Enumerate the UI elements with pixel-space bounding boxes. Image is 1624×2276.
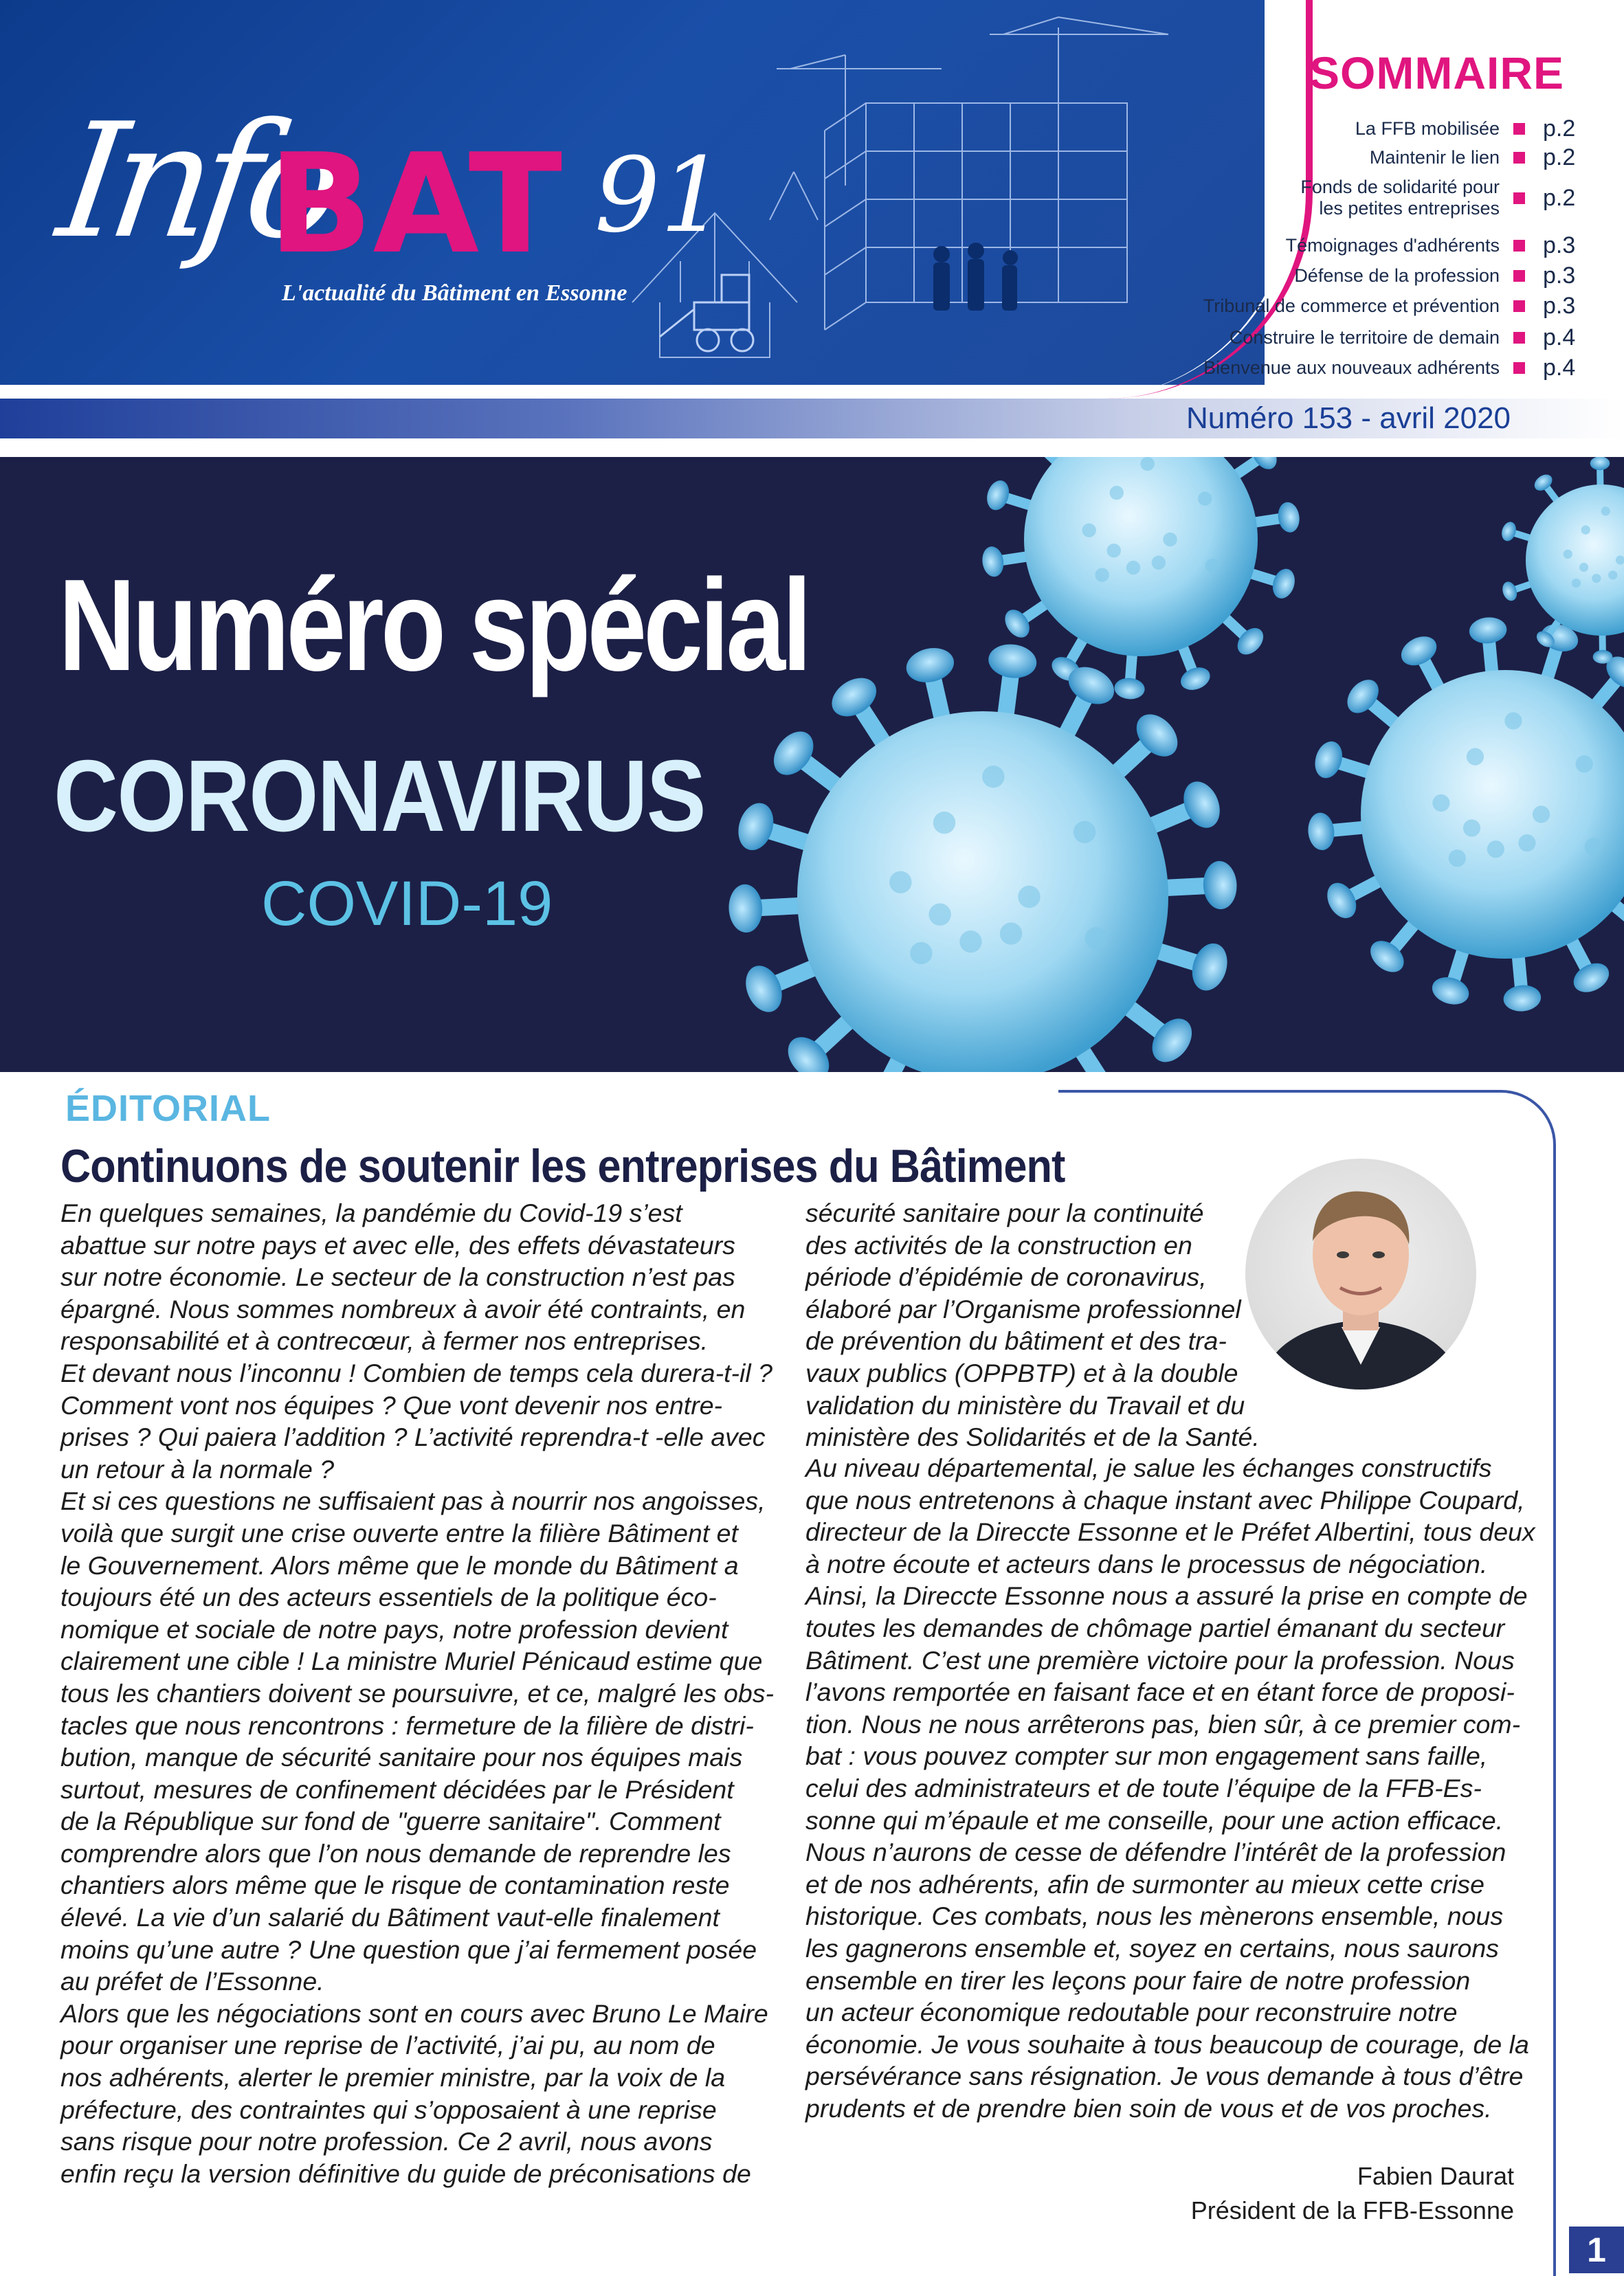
toc-bullet-icon — [1513, 240, 1525, 252]
virus-particle-icon — [728, 642, 1238, 1072]
editorial-line: surtout, mesures de confinement décidées par le Président — [60, 1774, 734, 1804]
toc-item — [1370, 144, 1581, 171]
virus-particle-icon — [1306, 616, 1624, 1013]
editorial-line: Ainsi, la Direccte Essonne nous a assuré la prise en compte de — [805, 1581, 1528, 1611]
editorial-line: comprendre alors que l’on nous demande de reprendre les — [60, 1838, 731, 1868]
editorial-line: les gagnerons ensemble et, soyez en certains, nous saurons — [805, 1933, 1499, 1963]
editorial-line: enfin reçu la version définitive du guide de préconisations de — [60, 2158, 751, 2188]
toc-item-label-line: les petites entreprises — [1319, 198, 1500, 219]
infobat91-logo — [49, 90, 726, 330]
editorial-column-1 — [60, 1197, 774, 2189]
signature-block — [1191, 2159, 1514, 2228]
editorial-line: prudents et de prendre bien soin de vous et de vos proches. — [805, 2093, 1492, 2123]
editorial-line: vaux publics (OPPBTP) et à la double — [805, 1358, 1238, 1387]
editorial-line: Au niveau départemental, je salue les échanges constructifs — [805, 1453, 1492, 1482]
toc-item-label: Défense de la profession — [1294, 265, 1500, 286]
editorial-line: préfecture, des contraintes qui s’opposaient à une reprise — [60, 2095, 717, 2124]
editorial-line: de la République sur fond de "guerre sanitaire". Comment — [60, 1807, 721, 1836]
signature-role: Président de la FFB-Essonne — [1190, 2196, 1514, 2224]
editorial-line: nos adhérents, alerter le premier ministre, par la voix de la — [60, 2063, 726, 2093]
editorial-line: à notre écoute et acteurs dans le processus de négociation. — [805, 1549, 1488, 1578]
editorial-line: celui des administrateurs et de toute l’équipe de la FFB-Es- — [805, 1773, 1482, 1803]
toc-item — [1203, 355, 1581, 381]
editorial-line: Et si ces questions ne suffisaient pas à nourrir nos angoisses, — [60, 1486, 766, 1516]
coronavirus-title: CORONAVIRUS — [54, 739, 705, 853]
editorial-line: période d’épidémie de coronavirus, — [805, 1262, 1207, 1292]
toc-bullet-icon — [1513, 192, 1525, 204]
toc-item-page: p.4 — [1543, 355, 1576, 381]
toc-bullet-icon — [1513, 362, 1525, 374]
toc-item — [1355, 115, 1581, 142]
editorial-line: bution, manque de sécurité sanitaire pour nos équipes mais — [60, 1743, 743, 1772]
toc-item-label: Maintenir le lien — [1369, 146, 1500, 168]
logo-info-text: Info — [49, 90, 344, 274]
toc-item-page: p.2 — [1543, 184, 1576, 211]
toc-item-label: Construire le territoire de demain — [1229, 326, 1500, 348]
editorial-line: ensemble en tirer les leçons pour faire de notre profession — [805, 1965, 1471, 1995]
editorial-line: sans risque pour notre profession. Ce 2 avril, nous avons — [60, 2127, 713, 2156]
editorial-line: validation du ministère du Travail et du — [805, 1390, 1245, 1420]
toc-item-label — [1300, 177, 1500, 219]
toc-item-page: p.2 — [1543, 115, 1576, 142]
issue-number: Numéro 153 - avril 2020 — [1186, 401, 1511, 435]
editorial-line: Bâtiment. C’est une première victoire pour la profession. Nous — [805, 1645, 1515, 1675]
toc-item — [1294, 263, 1581, 289]
editorial-line: sécurité sanitaire pour la continuité — [805, 1198, 1204, 1227]
editorial-line: tous les chantiers doivent se poursuivre, et ce, malgré les obs- — [60, 1678, 775, 1708]
editorial-line: Et devant nous l’inconnu ! Combien de temps cela durera-t-il ? — [60, 1358, 772, 1387]
editorial-line: sonne qui m’épaule et me conseille, pour une action efficace. — [805, 1805, 1504, 1835]
toc-item — [1230, 324, 1581, 351]
editorial-line: élaboré par l’Organisme professionnel — [805, 1294, 1241, 1324]
editorial-line: historique. Ces combats, nous les mènerons ensemble, nous — [805, 1901, 1504, 1931]
editorial-line: et de nos adhérents, afin de surmonter au mieux cette crise — [805, 1869, 1485, 1899]
toc-item-page: p.2 — [1543, 144, 1576, 170]
editorial-line: un acteur économique redoutable pour reconstruire notre — [805, 1998, 1458, 2027]
toc-item-label-line: Fonds de solidarité pour — [1300, 177, 1500, 197]
editorial-line: que nous entretenons à chaque instant avec Philippe Coupard, — [805, 1485, 1525, 1515]
toc-item-page: p.3 — [1543, 263, 1576, 289]
editorial-line: ministère des Solidarités et de la Santé. — [805, 1422, 1260, 1452]
editorial-line: économie. Je vous souhaite à tous beaucoup de courage, de la — [805, 2029, 1529, 2059]
toc-item-label: La FFB mobilisée — [1355, 118, 1500, 139]
editorial-line: l’avons remportée en faisant face et en étant force de proposi- — [805, 1677, 1515, 1707]
toc-title: SOMMAIRE — [1309, 47, 1564, 98]
editorial-line: des activités de la construction en — [805, 1230, 1192, 1260]
coronavirus-banner — [0, 457, 1624, 1072]
toc-item — [1203, 293, 1581, 320]
editorial-line: Comment vont nos équipes ? Que vont devenir nos entre- — [60, 1390, 723, 1420]
editorial-line: élevé. La vie d’un salarié du Bâtiment vaut-elle finalement — [60, 1903, 720, 1932]
editorial-title: Continuons de soutenir les entreprises du Bâtiment — [60, 1140, 1065, 1192]
editorial-line: tacles que nous rencontrons : fermeture de la filière de distri- — [60, 1710, 754, 1740]
editorial-line: pour organiser une reprise de l’activité, j’ai pu, au nom de — [60, 2031, 715, 2060]
toc-bullet-icon — [1513, 300, 1525, 312]
editorial-line: un retour à la normale ? — [60, 1454, 335, 1484]
editorial-line: bat : vous pouvez compter sur mon engagement sans faille, — [805, 1741, 1488, 1771]
editorial-kicker: ÉDITORIAL — [65, 1088, 271, 1129]
editorial-line: clairement une cible ! La ministre Muriel Pénicaud estime que — [60, 1647, 763, 1676]
editorial-line: toujours été un des acteurs essentiels de la politique éco- — [60, 1583, 717, 1612]
logo-tagline: L'actualité du Bâtiment en Essonne — [282, 280, 627, 306]
toc-bullet-icon — [1513, 152, 1525, 164]
signature-name: Fabien Daurat — [1357, 2162, 1514, 2190]
logo-bat-text: BAT — [268, 124, 563, 284]
editorial-line: Alors que les négociations sont en cours avec Bruno Le Maire — [60, 1998, 768, 2028]
toc-item-label: Tribunal de commerce et prévention — [1203, 295, 1500, 316]
editorial-line: prises ? Qui paiera l’addition ? L’activité reprendra-t -elle avec — [60, 1422, 766, 1452]
editorial-line: persévérance sans résignation. Je vous demande à tous d’être — [805, 2062, 1524, 2091]
page-number: 1 — [1569, 2227, 1624, 2273]
toc-bullet-icon — [1513, 270, 1525, 282]
editorial-line: responsabilité et à contrecœur, à fermer nos entreprises. — [60, 1326, 709, 1356]
editorial-line: de prévention du bâtiment et des tra- — [805, 1326, 1227, 1356]
author-portrait — [1245, 1159, 1476, 1390]
toc-item — [1300, 177, 1581, 219]
editorial-line: chantiers alors même que le risque de contamination reste — [60, 1871, 730, 1900]
editorial-line: tion. Nous ne nous arrêterons pas, bien sûr, à ce premier com- — [805, 1709, 1521, 1739]
editorial-line: nomique et sociale de notre pays, notre profession devient — [60, 1614, 728, 1644]
editorial-line: épargné. Nous sommes nombreux à avoir été contraints, en — [60, 1294, 746, 1324]
covid19-subtitle: COVID-19 — [261, 869, 553, 939]
logo-number-text: 91 — [594, 136, 726, 256]
editorial-line: voilà que surgit une crise ouverte entre la filière Bâtiment et — [60, 1518, 738, 1548]
editorial-line: au préfet de l’Essonne. — [60, 1967, 324, 1996]
editorial-line: directeur de la Direccte Essonne et le Préfet Albertini, tous deux — [805, 1517, 1535, 1547]
editorial-line: le Gouvernement. Alors même que le monde du Bâtiment a — [60, 1550, 739, 1580]
toc-item-label: Témoignages d'adhérents — [1285, 234, 1500, 256]
toc-bullet-icon — [1513, 123, 1525, 135]
editorial-line: Nous n’aurons de cesse de défendre l’intérêt de la profession — [805, 1838, 1506, 1867]
toc-bullet-icon — [1513, 332, 1525, 344]
masthead — [0, 0, 1624, 454]
editorial-line: toutes les demandes de chômage partiel émanant du secteur — [805, 1613, 1505, 1642]
editorial-line: En quelques semaines, la pandémie du Covid-19 s’est — [60, 1198, 682, 1227]
editorial-column-2-top — [805, 1197, 1260, 1453]
editorial-line: sur notre économie. Le secteur de la construction n’est pas — [60, 1262, 735, 1292]
editorial-line: abattue sur notre pays et avec elle, des effets dévastateurs — [60, 1230, 735, 1260]
toc-item-page: p.3 — [1543, 293, 1576, 319]
special-issue-title: Numéro spécial — [58, 553, 809, 698]
editorial-column-2 — [805, 1452, 1535, 2124]
toc-item — [1286, 232, 1581, 259]
toc-item-page: p.3 — [1543, 232, 1576, 258]
toc-item-label: Bienvenue aux nouveaux adhérents — [1203, 357, 1500, 378]
editorial-line: moins qu’une autre ? Une question que j’ai fermement posée — [60, 1934, 757, 1964]
toc-item-page: p.4 — [1543, 324, 1576, 350]
